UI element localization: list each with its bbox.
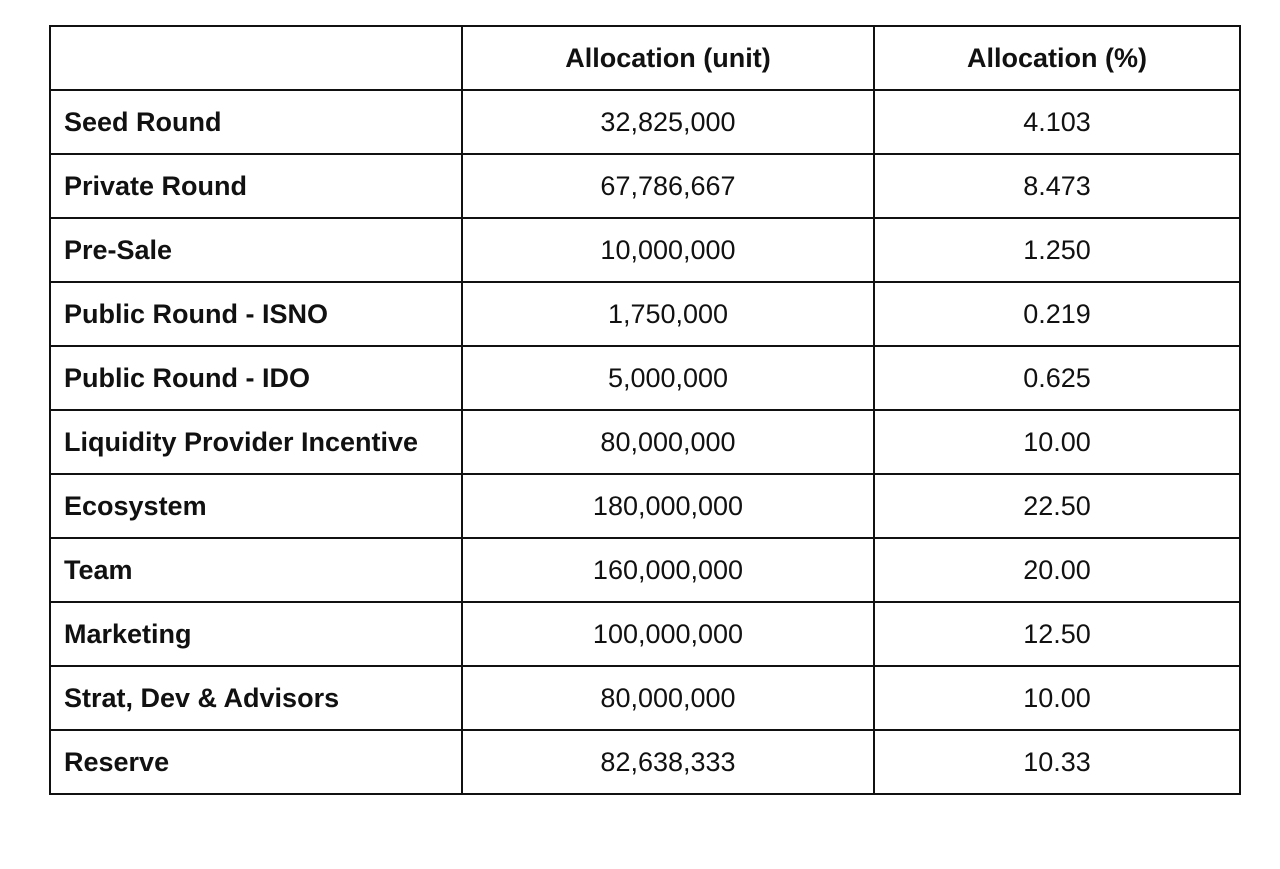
row-label: Private Round — [50, 154, 462, 218]
row-label: Marketing — [50, 602, 462, 666]
table-row — [50, 154, 1240, 218]
allocation-unit-cell: 5,000,000 — [462, 346, 874, 410]
allocation-unit-cell: 180,000,000 — [462, 474, 874, 538]
table-row — [50, 730, 1240, 794]
allocation-percent-cell: 0.625 — [874, 346, 1240, 410]
allocation-percent-cell: 0.219 — [874, 282, 1240, 346]
table-row — [50, 346, 1240, 410]
row-label: Liquidity Provider Incentive — [50, 410, 462, 474]
allocation-percent-cell: 1.250 — [874, 218, 1240, 282]
allocation-percent-cell: 12.50 — [874, 602, 1240, 666]
table-row — [50, 474, 1240, 538]
allocation-percent-cell: 10.00 — [874, 666, 1240, 730]
allocation-unit-cell: 67,786,667 — [462, 154, 874, 218]
header-cell-allocation-unit: Allocation (unit) — [462, 26, 874, 90]
allocation-unit-cell: 1,750,000 — [462, 282, 874, 346]
header-cell-allocation-percent: Allocation (%) — [874, 26, 1240, 90]
row-label: Pre-Sale — [50, 218, 462, 282]
allocation-table — [49, 25, 1241, 795]
row-label: Public Round - IDO — [50, 346, 462, 410]
allocation-percent-cell: 4.103 — [874, 90, 1240, 154]
allocation-unit-cell: 80,000,000 — [462, 410, 874, 474]
allocation-unit-cell: 80,000,000 — [462, 666, 874, 730]
allocation-unit-cell: 32,825,000 — [462, 90, 874, 154]
allocation-unit-cell: 10,000,000 — [462, 218, 874, 282]
table-row — [50, 602, 1240, 666]
header-cell-empty — [50, 26, 462, 90]
table-row — [50, 666, 1240, 730]
allocation-unit-cell: 82,638,333 — [462, 730, 874, 794]
table-row — [50, 410, 1240, 474]
allocation-percent-cell: 22.50 — [874, 474, 1240, 538]
allocation-percent-cell: 10.33 — [874, 730, 1240, 794]
row-label: Ecosystem — [50, 474, 462, 538]
allocation-percent-cell: 20.00 — [874, 538, 1240, 602]
row-label: Seed Round — [50, 90, 462, 154]
allocation-unit-cell: 100,000,000 — [462, 602, 874, 666]
row-label: Team — [50, 538, 462, 602]
row-label: Reserve — [50, 730, 462, 794]
allocation-unit-cell: 160,000,000 — [462, 538, 874, 602]
allocation-percent-cell: 10.00 — [874, 410, 1240, 474]
table-row — [50, 282, 1240, 346]
header-row — [50, 26, 1240, 90]
row-label: Strat, Dev & Advisors — [50, 666, 462, 730]
table-row — [50, 538, 1240, 602]
allocation-percent-cell: 8.473 — [874, 154, 1240, 218]
table-header — [50, 26, 1240, 90]
table-body — [50, 90, 1240, 794]
row-label: Public Round - ISNO — [50, 282, 462, 346]
table-row — [50, 218, 1240, 282]
table-row — [50, 90, 1240, 154]
